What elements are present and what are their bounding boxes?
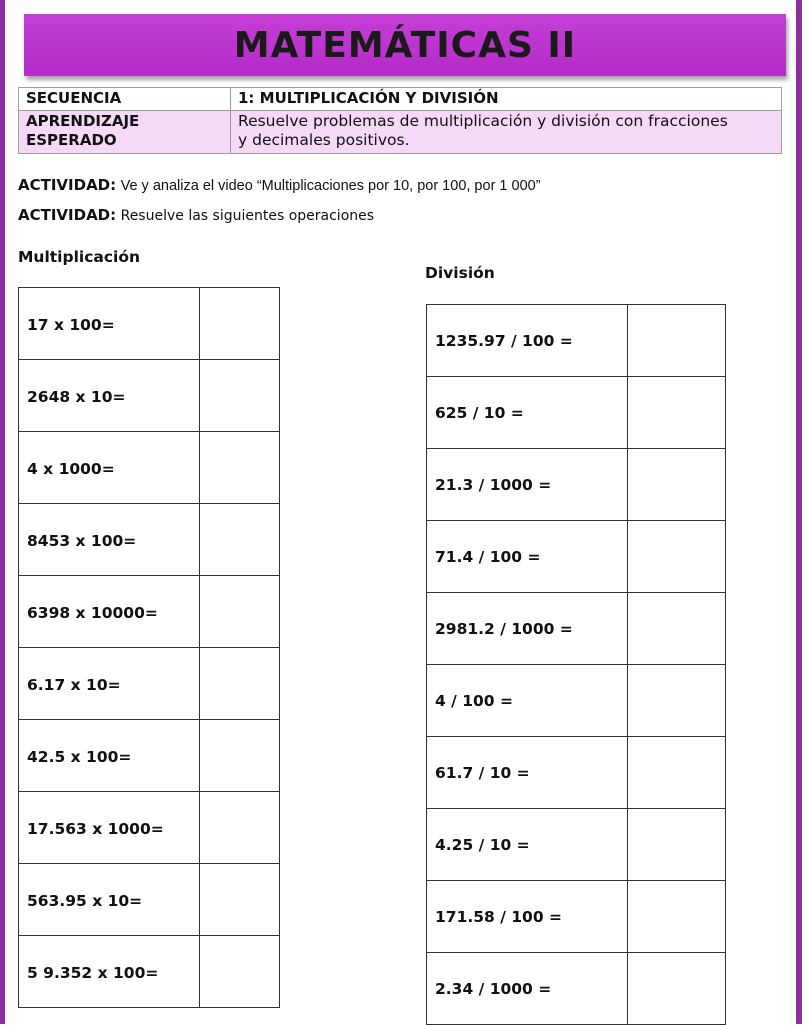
table-row (19, 792, 280, 864)
operation-text: 6.17 x 10= (27, 676, 121, 694)
activity-label: ACTIVIDAD: (18, 176, 117, 194)
operation-cell (19, 432, 200, 504)
operation-cell (19, 720, 200, 792)
answer-cell[interactable] (628, 881, 726, 953)
operation-text: 42.5 x 100= (27, 748, 132, 766)
answer-cell[interactable] (628, 809, 726, 881)
operation-text: 8453 x 100= (27, 532, 137, 550)
multiplication-table (18, 287, 280, 1008)
table-row (19, 720, 280, 792)
answer-cell[interactable] (628, 521, 726, 593)
operation-text: 61.7 / 10 = (435, 764, 530, 782)
aprendizaje-row (19, 111, 782, 154)
operation-text: 2648 x 10= (27, 388, 126, 406)
division-table (426, 304, 726, 1025)
operation-cell (427, 809, 628, 881)
sequence-info-table (18, 87, 782, 154)
answer-cell[interactable] (200, 288, 280, 360)
operation-cell (427, 449, 628, 521)
operation-text: 6398 x 10000= (27, 604, 158, 622)
operation-cell (19, 504, 200, 576)
operation-text: 4.25 / 10 = (435, 836, 530, 854)
table-row (19, 360, 280, 432)
page-title: MATEMÁTICAS II (233, 24, 577, 66)
page-border-left (0, 0, 5, 1024)
operation-text: 17.563 x 1000= (27, 820, 164, 838)
answer-cell[interactable] (200, 720, 280, 792)
aprendizaje-value-line1: Resuelve problemas de multiplicación y división con fracciones (238, 112, 728, 130)
answer-cell[interactable] (628, 737, 726, 809)
secuencia-label: SECUENCIA (19, 88, 231, 111)
multiplication-title: Multiplicación (18, 248, 141, 266)
operation-text: 4 x 1000= (27, 460, 115, 478)
answer-cell[interactable] (628, 449, 726, 521)
operation-text: 2981.2 / 1000 = (435, 620, 573, 638)
operation-cell (427, 881, 628, 953)
answer-cell[interactable] (628, 305, 726, 377)
operation-cell (19, 648, 200, 720)
operation-text: 563.95 x 10= (27, 892, 143, 910)
answer-cell[interactable] (200, 648, 280, 720)
table-row (427, 521, 726, 593)
operation-cell (427, 377, 628, 449)
table-row (427, 377, 726, 449)
answer-cell[interactable] (200, 576, 280, 648)
answer-cell[interactable] (628, 377, 726, 449)
aprendizaje-label (19, 111, 231, 154)
operation-cell (427, 521, 628, 593)
answer-cell[interactable] (200, 792, 280, 864)
operation-text: 1235.97 / 100 = (435, 332, 573, 350)
table-row (19, 504, 280, 576)
table-row (19, 576, 280, 648)
operation-text: 5 9.352 x 100= (27, 964, 159, 982)
operation-cell (427, 953, 628, 1025)
operation-cell (19, 864, 200, 936)
secuencia-row (19, 88, 782, 111)
operation-text: 4 / 100 = (435, 692, 513, 710)
activity-text: Ve y analiza el video “Multiplicaciones por 10, por 100, por 1 000” (120, 178, 541, 194)
page-border-right (796, 0, 802, 1024)
table-row (427, 305, 726, 377)
operation-text: 2.34 / 1000 = (435, 980, 552, 998)
answer-cell[interactable] (628, 593, 726, 665)
operation-cell (427, 665, 628, 737)
answer-cell[interactable] (628, 665, 726, 737)
table-row (427, 665, 726, 737)
table-row (19, 432, 280, 504)
table-row (427, 881, 726, 953)
answer-cell[interactable] (200, 936, 280, 1008)
operation-cell (19, 360, 200, 432)
aprendizaje-value-line2: y decimales positivos. (238, 131, 410, 149)
answer-cell[interactable] (200, 504, 280, 576)
operation-text: 17 x 100= (27, 316, 115, 334)
operation-text: 21.3 / 1000 = (435, 476, 552, 494)
operation-cell (19, 576, 200, 648)
aprendizaje-label-line1: APRENDIZAJE (26, 112, 140, 130)
secuencia-value: 1: MULTIPLICACIÓN Y DIVISIÓN (231, 88, 782, 111)
operation-cell (427, 305, 628, 377)
table-row (427, 809, 726, 881)
answer-cell[interactable] (200, 432, 280, 504)
operation-cell (19, 792, 200, 864)
operation-text: 625 / 10 = (435, 404, 524, 422)
aprendizaje-value (231, 111, 782, 154)
operation-text: 71.4 / 100 = (435, 548, 541, 566)
activity-operations (18, 206, 374, 224)
division-title: División (425, 264, 495, 282)
table-row (427, 953, 726, 1025)
answer-cell[interactable] (628, 953, 726, 1025)
table-row (19, 648, 280, 720)
operation-text: 171.58 / 100 = (435, 908, 563, 926)
activity-video (18, 176, 541, 194)
operation-cell (19, 288, 200, 360)
operation-cell (427, 737, 628, 809)
activity-text: Resuelve las siguientes operaciones (120, 208, 375, 224)
table-row (19, 936, 280, 1008)
answer-cell[interactable] (200, 864, 280, 936)
operation-cell (427, 593, 628, 665)
table-row (427, 593, 726, 665)
answer-cell[interactable] (200, 360, 280, 432)
table-row (19, 288, 280, 360)
operation-cell (19, 936, 200, 1008)
aprendizaje-label-line2: ESPERADO (26, 131, 117, 149)
table-row (427, 449, 726, 521)
table-row (19, 864, 280, 936)
activity-label: ACTIVIDAD: (18, 206, 117, 224)
table-row (427, 737, 726, 809)
title-banner (24, 14, 786, 76)
